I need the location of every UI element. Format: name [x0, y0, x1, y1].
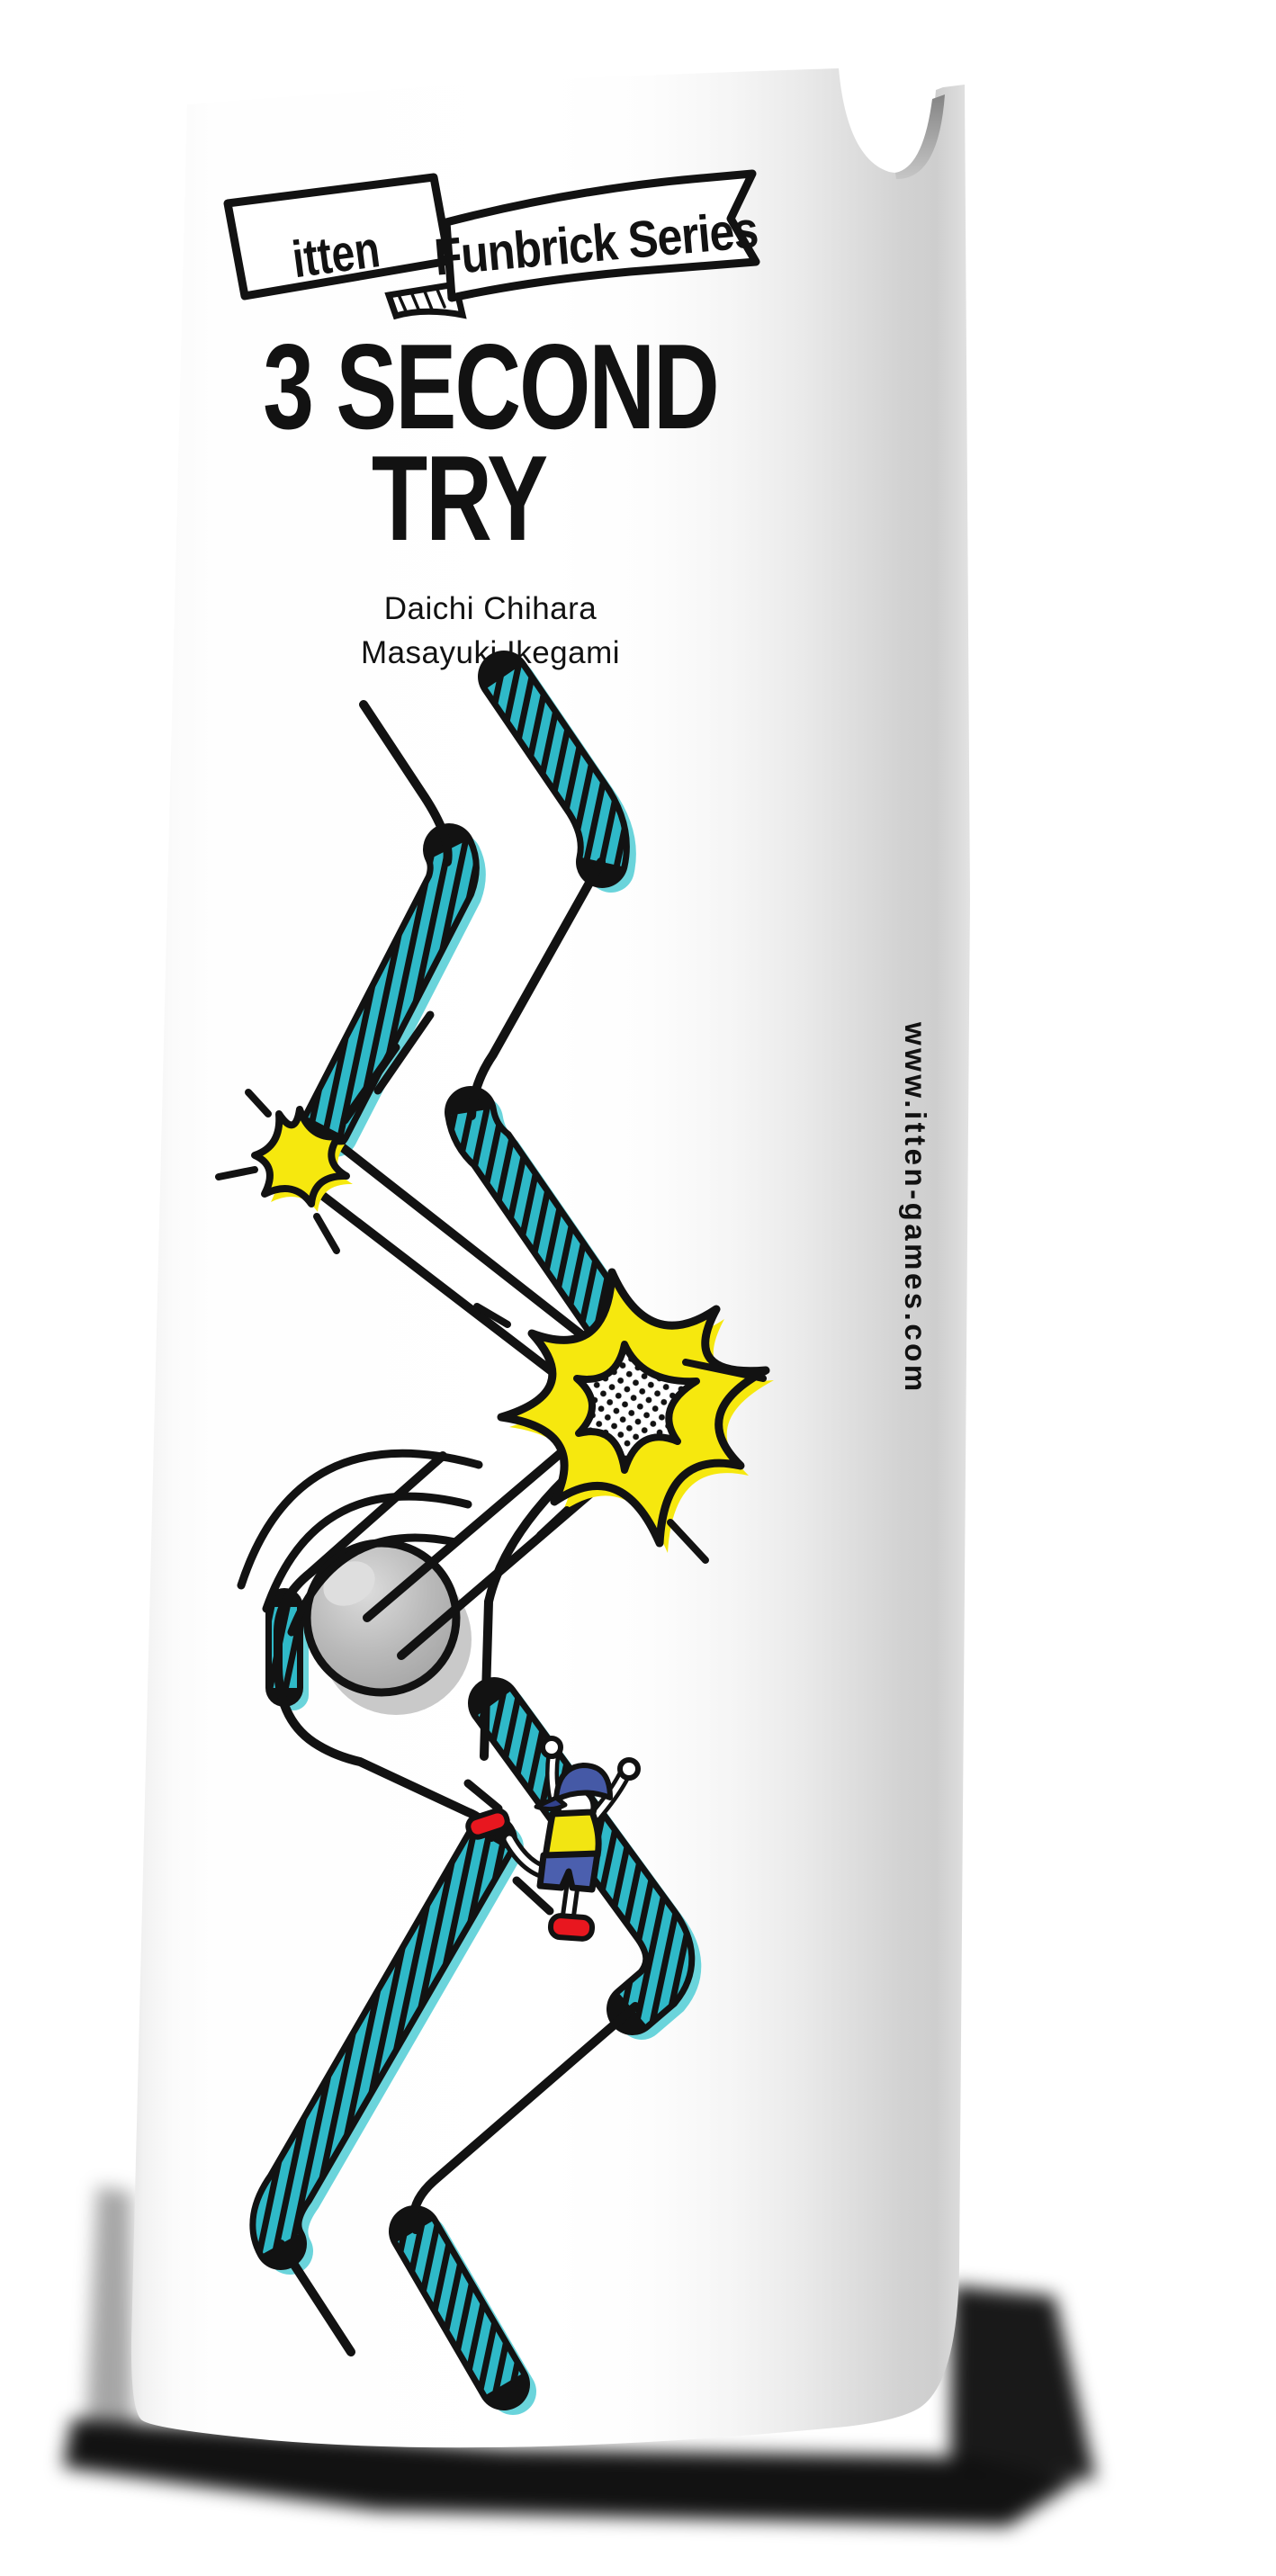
credit-designer-2: Masayuki Ikegami [360, 635, 621, 670]
front-shoe [550, 1915, 593, 1939]
side-panel-url: www.itten-games.com [899, 1022, 932, 1395]
title-line-2: TRY [371, 431, 547, 567]
banner-series-label: Funbrick Series [432, 201, 760, 287]
title-line-1: 3 SECOND [263, 319, 718, 455]
shadow-left [86, 2186, 133, 2429]
left-hand [543, 1738, 561, 1756]
cap [556, 1765, 610, 1800]
right-hand [620, 1760, 638, 1778]
shadow-right [950, 2285, 1096, 2480]
shorts [540, 1853, 598, 1889]
banner-brand-label: itten [289, 220, 383, 290]
credit-designer-1: Daichi Chihara [383, 591, 598, 626]
shirt [545, 1812, 598, 1857]
